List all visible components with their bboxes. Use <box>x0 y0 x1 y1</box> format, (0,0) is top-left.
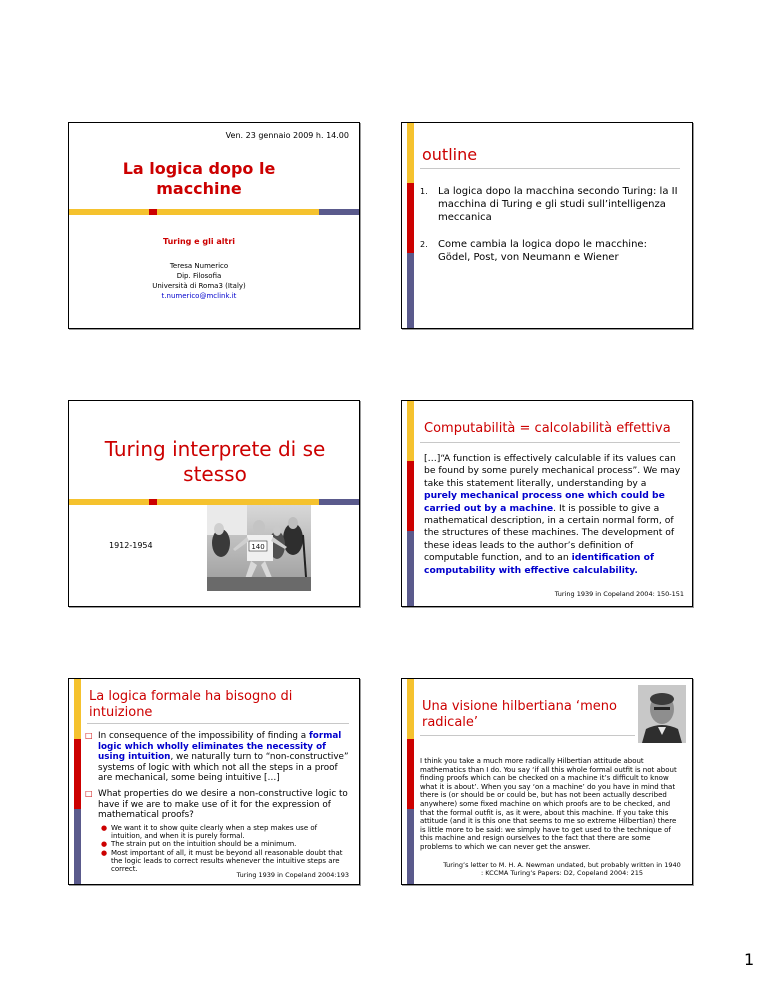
author-dept: Dip. Filosofia <box>176 272 222 280</box>
bar-red-segment <box>149 209 157 215</box>
life-dates: 1912-1954 <box>109 541 153 550</box>
slide-5 <box>68 678 360 885</box>
outline-text: La logica dopo la macchina secondo Turing: la II macchina di Turing e gli studi sull’intelligenza meccanica <box>438 186 678 223</box>
dot-bullet-icon: ● <box>101 824 108 832</box>
bullet-1 <box>85 731 351 784</box>
left-color-bar <box>407 401 414 606</box>
slide-title: Una visione hilbertiana ‘meno radicale’ <box>422 699 617 730</box>
page-number: 1 <box>744 950 755 969</box>
author-email[interactable]: t.numerico@mclink.it <box>161 292 237 300</box>
outline-num: 1. <box>420 187 428 196</box>
bib-number: 140 <box>251 543 265 551</box>
slide-6 <box>401 678 693 885</box>
slide-date: Ven. 23 gennaio 2009 h. 14.00 <box>225 131 349 140</box>
title-underline <box>420 168 680 169</box>
slide-title: outline <box>422 145 478 164</box>
portrait-photo <box>638 685 686 743</box>
sub-bullet-2 <box>101 840 349 848</box>
slide-title: La logica formale ha bisogno di intuizione <box>89 689 293 720</box>
left-color-bar <box>407 123 414 328</box>
quote-text <box>424 453 682 577</box>
bullet-text <box>98 731 351 784</box>
author-block <box>99 261 299 301</box>
title-color-bar <box>69 209 359 215</box>
sub-bullet-1 <box>101 824 349 840</box>
slide-title: La logica dopo le macchine <box>122 159 276 198</box>
bullet-2 <box>85 789 351 821</box>
bullet-1-post: , we naturally turn to “non-constructive” systems of logic with which not all the steps in a proof are mechanical, some being intuitive […] <box>98 752 349 784</box>
sub-bullet-text: Most important of all, it must be beyond all reasonable doubt that the logic leads to correct results whenever the intuitive steps are correct. <box>111 848 343 874</box>
quote-part-2: . It is possible to give a mathematical description, in a certain normal form, of the structures of these machines. The development of these ideas leads to the author’s definition of computable function, and to an <box>424 502 675 564</box>
turing-photo <box>207 505 311 591</box>
square-bullet-icon: □ <box>85 789 93 798</box>
citation: Turing 1939 in Copeland 2004:193 <box>236 871 349 879</box>
title-underline <box>420 442 680 443</box>
dot-bullet-icon: ● <box>101 848 108 857</box>
title-underline <box>87 723 349 724</box>
slide-1 <box>68 122 360 329</box>
citation: Turing’s letter to M. H. A. Newman undated, but probably written in 1940 : KCCMA Turing’s Papers: D2, Copeland 2004: 215 <box>443 861 681 877</box>
square-bullet-icon: □ <box>85 731 93 740</box>
author-univ: Università di Roma3 (Italy) <box>152 282 246 290</box>
letter-text: I think you take a much more radically Hilbertian attitude about mathematics than I do. You say ‘if all this whole formal outfit is not about finding proofs which can be checked on a machine it’s difficult to know what it is about’. When you say ‘on a machine’ do you have in mind that there is (or should be or could be, but has not been actually described anywhere) some fixed machine on which proofs are to be checked, and that the formal outfit is, as it were, about this machine. If you take this attitude (and it is this one that seems to me so extreme Hilbertian) there is little more to be said: we simply have to get used to the technique of this machine and resign ourselves to the fact that there are some problems to which we can never get the answer. <box>420 757 677 851</box>
newman-portrait-graphic <box>638 685 686 743</box>
quote-part-1: […]“A function is effectively calculable if its values can be found by some purely mechanical process”. We may take this statement literally, understanding by a <box>424 453 681 489</box>
outline-list <box>420 185 682 264</box>
sub-bullet-text: We want it to show quite clearly when a step makes use of intuition, and when it is purely formal. <box>111 824 318 841</box>
bullet-1-pre: In consequence of the impossibility of finding a <box>98 731 309 741</box>
slide-3 <box>68 400 360 607</box>
sub-bullets <box>101 824 349 873</box>
outline-item-1 <box>420 185 682 224</box>
slide-title: Turing interprete di se stesso <box>104 437 326 486</box>
bullet-text: What properties do we desire a non-constructive logic to have if we are to make use of it for the expression of mathematical proofs? <box>98 789 348 821</box>
slide-4 <box>401 400 693 607</box>
slide-subtitle: Turing e gli altri <box>162 237 236 246</box>
quote-bold-1: purely mechanical process one which could be carried out by a machine <box>424 490 665 514</box>
outline-num: 2. <box>420 240 428 249</box>
slide-2 <box>401 122 693 329</box>
left-color-bar <box>74 679 81 884</box>
outline-item-2 <box>420 238 682 264</box>
dot-bullet-icon: ● <box>101 840 108 849</box>
slide-title: Computabilità = calcolabilità effettiva <box>424 421 671 436</box>
sub-bullet-3 <box>101 849 349 874</box>
quote-bold-2: identification of computability with effective calculability. <box>424 552 654 576</box>
citation: Turing 1939 in Copeland 2004: 150-151 <box>554 590 684 598</box>
left-color-bar <box>407 679 414 884</box>
outline-text: Come cambia la logica dopo le macchine: Gödel, Post, von Neumann e Wiener <box>438 239 647 263</box>
title-underline <box>420 735 635 736</box>
sub-bullet-text: The strain put on the intuition should be a minimum. <box>111 840 297 849</box>
bullet-1-bold: formal logic which wholly eliminates the necessity of using intuition <box>98 731 342 763</box>
runner-photo-graphic <box>207 505 311 591</box>
author-name: Teresa Numerico <box>169 262 229 270</box>
